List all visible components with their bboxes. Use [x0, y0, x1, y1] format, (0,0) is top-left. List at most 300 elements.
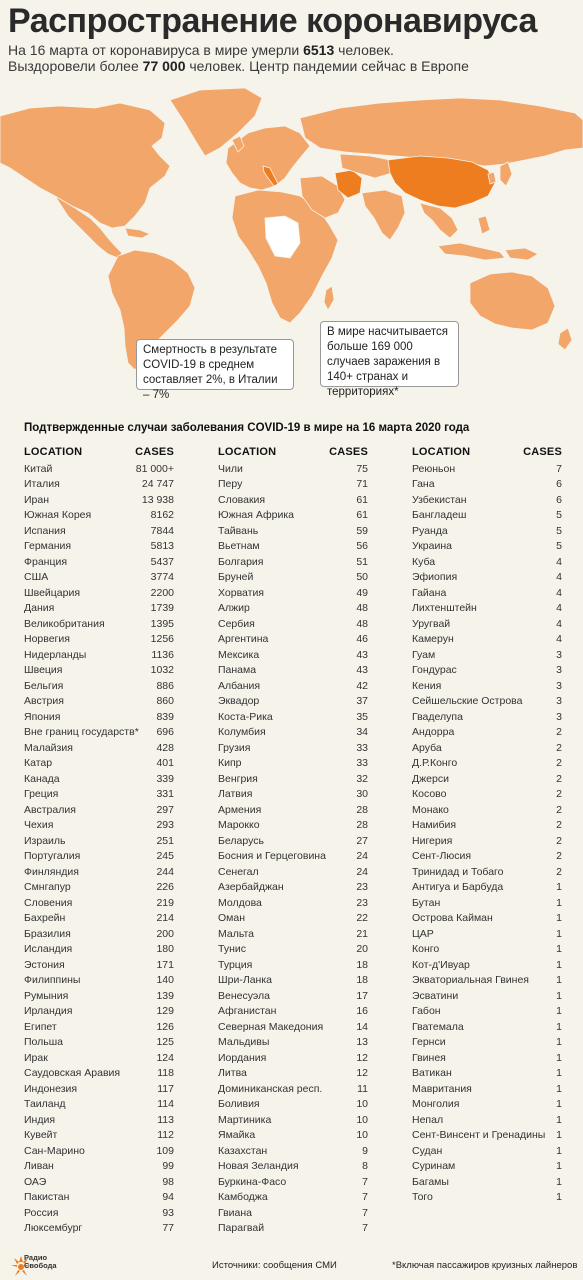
cases-cell: 18 [356, 958, 368, 971]
location-cell: Коста-Рика [218, 710, 273, 723]
table-row [412, 973, 562, 989]
location-cell: Алжир [218, 602, 250, 615]
location-cell: Великобритания [24, 617, 105, 630]
table-row [412, 725, 562, 741]
cases-cell: 12 [356, 1067, 368, 1080]
location-cell: Норвегия [24, 633, 70, 646]
table-row [218, 539, 368, 555]
table-row [24, 957, 174, 973]
table-row [218, 1066, 368, 1082]
cases-cell: 1 [556, 943, 562, 956]
table-row [218, 880, 368, 896]
table-row [218, 973, 368, 989]
cases-cell: 77 [162, 1222, 174, 1235]
source-note: Источники: сообщения СМИ [212, 1260, 337, 1271]
cases-cell: 293 [156, 819, 174, 832]
map-madagascar [324, 286, 334, 310]
cases-cell: 34 [356, 726, 368, 739]
cases-cell: 28 [356, 803, 368, 816]
cases-cell: 93 [162, 1206, 174, 1219]
table-row [24, 973, 174, 989]
cases-cell: 839 [156, 710, 174, 723]
cases-cell: 180 [156, 943, 174, 956]
cases-cell: 48 [356, 617, 368, 630]
cases-cell: 71 [356, 478, 368, 491]
location-cell: Андорра [412, 726, 455, 739]
cases-cell: 1 [556, 1129, 562, 1142]
table-row [412, 461, 562, 477]
cases-cell: 2 [556, 726, 562, 739]
table-row [218, 771, 368, 787]
cases-cell: 1 [556, 881, 562, 894]
cases-cell: 1 [556, 1067, 562, 1080]
cases-cell: 20 [356, 943, 368, 956]
cases-cell: 3 [556, 664, 562, 677]
cases-cell: 3 [556, 695, 562, 708]
cases-cell: 1 [556, 1098, 562, 1111]
cases-cell: 5 [556, 524, 562, 537]
table-row [412, 1112, 562, 1128]
location-cell: Мальта [218, 927, 255, 940]
cases-cell: 7 [362, 1222, 368, 1235]
table-row [24, 601, 174, 617]
table-row [218, 942, 368, 958]
location-cell: Малайзия [24, 741, 73, 754]
table-row [24, 988, 174, 1004]
location-cell: Бельгия [24, 679, 64, 692]
table-row [412, 942, 562, 958]
location-cell: Ямайка [218, 1129, 256, 1142]
table-row [218, 554, 368, 570]
cases-cell: 401 [156, 757, 174, 770]
table-row [218, 492, 368, 508]
location-cell: Северная Македония [218, 1020, 324, 1033]
location-cell: Греция [24, 788, 59, 801]
table-row [24, 539, 174, 555]
location-cell: Уругвай [412, 617, 451, 630]
cases-cell: 1 [556, 1082, 562, 1095]
table-row [412, 1190, 562, 1206]
table-row [24, 787, 174, 803]
cases-cell: 5437 [150, 555, 174, 568]
location-cell: Сан-Марино [24, 1144, 85, 1157]
table-row [24, 1190, 174, 1206]
location-cell: Бахрейн [24, 912, 66, 925]
location-cell: Намибия [412, 819, 457, 832]
table-row [24, 1035, 174, 1051]
table-row [218, 601, 368, 617]
subtitle-deaths [8, 42, 394, 58]
location-cell: Гондурас [412, 664, 457, 677]
cases-cell: 109 [156, 1144, 174, 1157]
table-row [24, 895, 174, 911]
cases-cell: 2 [556, 757, 562, 770]
table-title: Подтвержденные случаи заболевания COVID-19 в мире на 16 марта 2020 года [24, 422, 470, 434]
cases-cell: 112 [157, 1129, 174, 1142]
location-cell: Чили [218, 462, 243, 475]
cases-cell: 18 [356, 974, 368, 987]
table-row [24, 740, 174, 756]
location-cell: Иран [24, 493, 50, 506]
column-header [218, 446, 368, 461]
cases-cell: 251 [156, 834, 174, 847]
location-cell: Литва [218, 1067, 247, 1080]
cases-cell: 3774 [150, 571, 174, 584]
table-row [218, 756, 368, 772]
location-cell: Германия [24, 540, 72, 553]
location-cell: Парагвай [218, 1222, 265, 1235]
location-cell: Индонезия [24, 1082, 78, 1095]
table-row [412, 1081, 562, 1097]
location-cell: Руанда [412, 524, 448, 537]
location-cell: Тунис [218, 943, 246, 956]
table-row [24, 1221, 174, 1237]
table-row [24, 1097, 174, 1113]
cases-cell: 1 [556, 1051, 562, 1064]
location-cell: Сейшельские Острова [412, 695, 523, 708]
location-cell: Гуам [412, 648, 436, 661]
table-row [218, 508, 368, 524]
cases-cell: 50 [356, 571, 368, 584]
location-cell: Израиль [24, 834, 66, 847]
location-cell: Экваториальная Гвинея [412, 974, 529, 987]
cases-cell: 23 [356, 896, 368, 909]
cases-cell: 244 [156, 865, 174, 878]
table-row [218, 1035, 368, 1051]
column-header [24, 446, 174, 461]
table-row [24, 833, 174, 849]
cases-cell: 61 [356, 493, 368, 506]
table-row [218, 616, 368, 632]
location-cell: Швейцария [24, 586, 81, 599]
cases-cell: 32 [356, 772, 368, 785]
table-row [412, 818, 562, 834]
location-cell: Франция [24, 555, 68, 568]
location-cell: Россия [24, 1206, 59, 1219]
location-cell: Сент-Винсент и Гренадины [412, 1129, 546, 1142]
table-row [412, 709, 562, 725]
cases-cell: 1 [556, 1191, 562, 1204]
location-cell: Пакистан [24, 1191, 70, 1204]
location-cell: Острова Кайман [412, 912, 493, 925]
cases-cell: 118 [157, 1067, 174, 1080]
cases-cell: 1032 [150, 664, 174, 677]
cases-cell: 30 [356, 788, 368, 801]
location-cell: Мартиника [218, 1113, 272, 1126]
table-row [24, 818, 174, 834]
cases-cell: 75 [356, 462, 368, 475]
location-cell: Босния и Герцеговина [218, 850, 326, 863]
table-row [218, 1112, 368, 1128]
cases-cell: 860 [156, 695, 174, 708]
table-row [412, 957, 562, 973]
location-cell: Турция [218, 958, 253, 971]
cases-cell: 35 [356, 710, 368, 723]
cases-cell: 4 [556, 602, 562, 615]
cases-cell: 1 [556, 974, 562, 987]
location-cell: Тринидад и Тобаго [412, 865, 504, 878]
table-row [24, 942, 174, 958]
location-header: LOCATION [218, 446, 277, 458]
location-cell: Марокко [218, 819, 260, 832]
cases-cell: 10 [356, 1129, 368, 1142]
table-row [24, 1050, 174, 1066]
location-cell: Исландия [24, 943, 73, 956]
cases-cell: 4 [556, 586, 562, 599]
cases-cell: 24 747 [141, 478, 174, 491]
table-row [218, 988, 368, 1004]
table-row [412, 492, 562, 508]
location-cell: Гвиана [218, 1206, 253, 1219]
cases-cell: 117 [157, 1082, 174, 1095]
location-cell: Сент-Люсия [412, 850, 472, 863]
cases-cell: 5813 [150, 540, 174, 553]
location-cell: Египет [24, 1020, 57, 1033]
global-cases-callout: В мире насчитывается больше 169 000 случаев заражения в 140+ странах и территориях* [320, 321, 459, 387]
cases-column-2 [218, 446, 368, 1236]
cases-cell: 129 [156, 1005, 174, 1018]
cases-cell: 10 [356, 1113, 368, 1126]
cases-cell: 1 [556, 1113, 562, 1126]
location-cell: Словения [24, 896, 73, 909]
cases-cell: 8 [362, 1160, 368, 1173]
location-cell: Доминиканская респ. [218, 1082, 323, 1095]
map-europe [226, 126, 310, 190]
location-cell: Чехия [24, 819, 54, 832]
subtitle-deaths-post: человек. [334, 42, 394, 58]
table-row [218, 957, 368, 973]
location-cell: Гайана [412, 586, 447, 599]
cases-cell: 1739 [150, 602, 174, 615]
location-cell: Оман [218, 912, 246, 925]
cases-cell: 2200 [150, 586, 174, 599]
table-row [218, 1174, 368, 1190]
table-row [412, 694, 562, 710]
table-row [24, 1174, 174, 1190]
location-cell: Шри-Ланка [218, 974, 273, 987]
map-southeast-asia [420, 203, 458, 238]
cases-cell: 37 [356, 695, 368, 708]
cases-cell: 124 [156, 1051, 174, 1064]
table-row [412, 756, 562, 772]
table-row [24, 1128, 174, 1144]
cases-cell: 245 [156, 850, 174, 863]
table-row [24, 1205, 174, 1221]
mortality-callout: Смертность в результате COVID-19 в среднем составляет 2%, в Италии – 7% [136, 339, 294, 390]
table-row [24, 725, 174, 741]
location-cell: Азербайджан [218, 881, 284, 894]
table-row [218, 802, 368, 818]
cases-cell: 3 [556, 679, 562, 692]
location-cell: Камбоджа [218, 1191, 268, 1204]
cases-cell: 16 [356, 1005, 368, 1018]
cases-cell: 214 [156, 912, 174, 925]
location-cell: Италия [24, 478, 60, 491]
table-row [412, 849, 562, 865]
location-cell: Бразилия [24, 927, 71, 940]
location-cell: Того [412, 1191, 433, 1204]
location-cell: Гватемала [412, 1020, 464, 1033]
location-cell: США [24, 571, 49, 584]
cases-cell: 1 [556, 958, 562, 971]
cases-header: CASES [135, 446, 174, 458]
cases-cell: 99 [162, 1160, 174, 1173]
table-row [24, 585, 174, 601]
cases-column-3 [412, 446, 562, 1205]
rows-group-3 [412, 461, 562, 1205]
cases-cell: 11 [357, 1082, 368, 1095]
table-row [412, 1050, 562, 1066]
cases-cell: 4 [556, 571, 562, 584]
location-cell: Смнгапур [24, 881, 71, 894]
location-cell: Судан [412, 1144, 443, 1157]
location-cell: Новая Зеландия [218, 1160, 299, 1173]
location-cell: Финляндия [24, 865, 79, 878]
location-cell: Филиппины [24, 974, 81, 987]
cases-cell: 33 [356, 757, 368, 770]
table-row [218, 1004, 368, 1020]
table-row [24, 1159, 174, 1175]
map-philippines [478, 216, 490, 234]
table-row [218, 1205, 368, 1221]
table-row [412, 787, 562, 803]
table-row [412, 1019, 562, 1035]
table-row [412, 570, 562, 586]
location-cell: Южная Корея [24, 509, 92, 522]
location-cell: Мальдивы [218, 1036, 270, 1049]
cases-cell: 42 [356, 679, 368, 692]
table-row [24, 926, 174, 942]
table-row [412, 802, 562, 818]
table-row [412, 585, 562, 601]
table-row [218, 1128, 368, 1144]
location-cell: Сербия [218, 617, 255, 630]
location-cell: Бангладеш [412, 509, 467, 522]
logo-text-line1: Радио [24, 1253, 48, 1262]
map-new-zealand [558, 328, 572, 350]
cases-cell: 7 [362, 1191, 368, 1204]
cases-cell: 1 [556, 896, 562, 909]
table-row [24, 663, 174, 679]
cases-cell: 24 [356, 865, 368, 878]
cases-cell: 171 [156, 958, 174, 971]
cases-cell: 28 [356, 819, 368, 832]
location-cell: Афганистан [218, 1005, 277, 1018]
table-row [24, 461, 174, 477]
location-cell: Саудовская Аравия [24, 1067, 121, 1080]
cases-cell: 17 [356, 989, 368, 1002]
location-cell: Мексика [218, 648, 260, 661]
location-header: LOCATION [24, 446, 83, 458]
table-row [412, 771, 562, 787]
cases-cell: 2 [556, 850, 562, 863]
location-cell: Сенегал [218, 865, 259, 878]
cases-cell: 2 [556, 834, 562, 847]
cases-cell: 7 [556, 462, 562, 475]
table-row [24, 709, 174, 725]
table-row [24, 647, 174, 663]
cases-cell: 14 [356, 1020, 368, 1033]
table-row [24, 802, 174, 818]
cases-cell: 2 [556, 865, 562, 878]
map-japan [500, 162, 512, 186]
location-cell: Кения [412, 679, 442, 692]
location-cell: Австралия [24, 803, 76, 816]
location-cell: Лихтенштейн [412, 602, 477, 615]
location-cell: Ирландия [24, 1005, 73, 1018]
logo-text-line2: Свобода [24, 1261, 57, 1270]
location-cell: Гвинея [412, 1051, 446, 1064]
cases-cell: 428 [156, 741, 174, 754]
table-row [218, 694, 368, 710]
table-row [412, 632, 562, 648]
location-cell: Вьетнам [218, 540, 260, 553]
table-row [412, 833, 562, 849]
table-row [412, 1004, 562, 1020]
table-row [218, 895, 368, 911]
table-row [218, 709, 368, 725]
cases-cell: 98 [162, 1175, 174, 1188]
location-cell: Аргентина [218, 633, 269, 646]
table-row [24, 523, 174, 539]
location-cell: Таиланд [24, 1098, 66, 1111]
cases-cell: 46 [356, 633, 368, 646]
location-cell: Португалия [24, 850, 81, 863]
table-row [24, 508, 174, 524]
cases-cell: 2 [556, 788, 562, 801]
location-cell: Монголия [412, 1098, 460, 1111]
table-row [24, 771, 174, 787]
table-row [218, 1159, 368, 1175]
table-row [412, 554, 562, 570]
table-row [218, 585, 368, 601]
location-cell: Кувейт [24, 1129, 58, 1142]
table-row [24, 864, 174, 880]
cases-cell: 27 [356, 834, 368, 847]
cases-cell: 200 [156, 927, 174, 940]
cases-cell: 2 [556, 819, 562, 832]
location-cell: ОАЭ [24, 1175, 47, 1188]
table-row [218, 632, 368, 648]
location-cell: Грузия [218, 741, 251, 754]
table-row [24, 880, 174, 896]
location-cell: Казахстан [218, 1144, 268, 1157]
location-cell: Габон [412, 1005, 441, 1018]
location-cell: Индия [24, 1113, 56, 1126]
subtitle-recovered-post: человек. Центр пандемии сейчас в Европе [185, 58, 469, 74]
cases-header: CASES [329, 446, 368, 458]
cases-cell: 1 [556, 1175, 562, 1188]
table-row [218, 678, 368, 694]
location-cell: Реюньон [412, 462, 456, 475]
location-cell: Испания [24, 524, 66, 537]
table-row [412, 601, 562, 617]
table-row [24, 849, 174, 865]
cases-cell: 13 938 [141, 493, 174, 506]
location-cell: Камерун [412, 633, 454, 646]
rows-group-2 [218, 461, 368, 1236]
location-cell: Ливан [24, 1160, 54, 1173]
table-row [218, 1143, 368, 1159]
location-cell: Южная Африка [218, 509, 295, 522]
cases-cell: 1136 [151, 648, 174, 661]
table-row [24, 1004, 174, 1020]
table-row [24, 554, 174, 570]
table-row [412, 1097, 562, 1113]
logo-text [24, 1254, 57, 1270]
table-row [412, 616, 562, 632]
cases-cell: 48 [356, 602, 368, 615]
